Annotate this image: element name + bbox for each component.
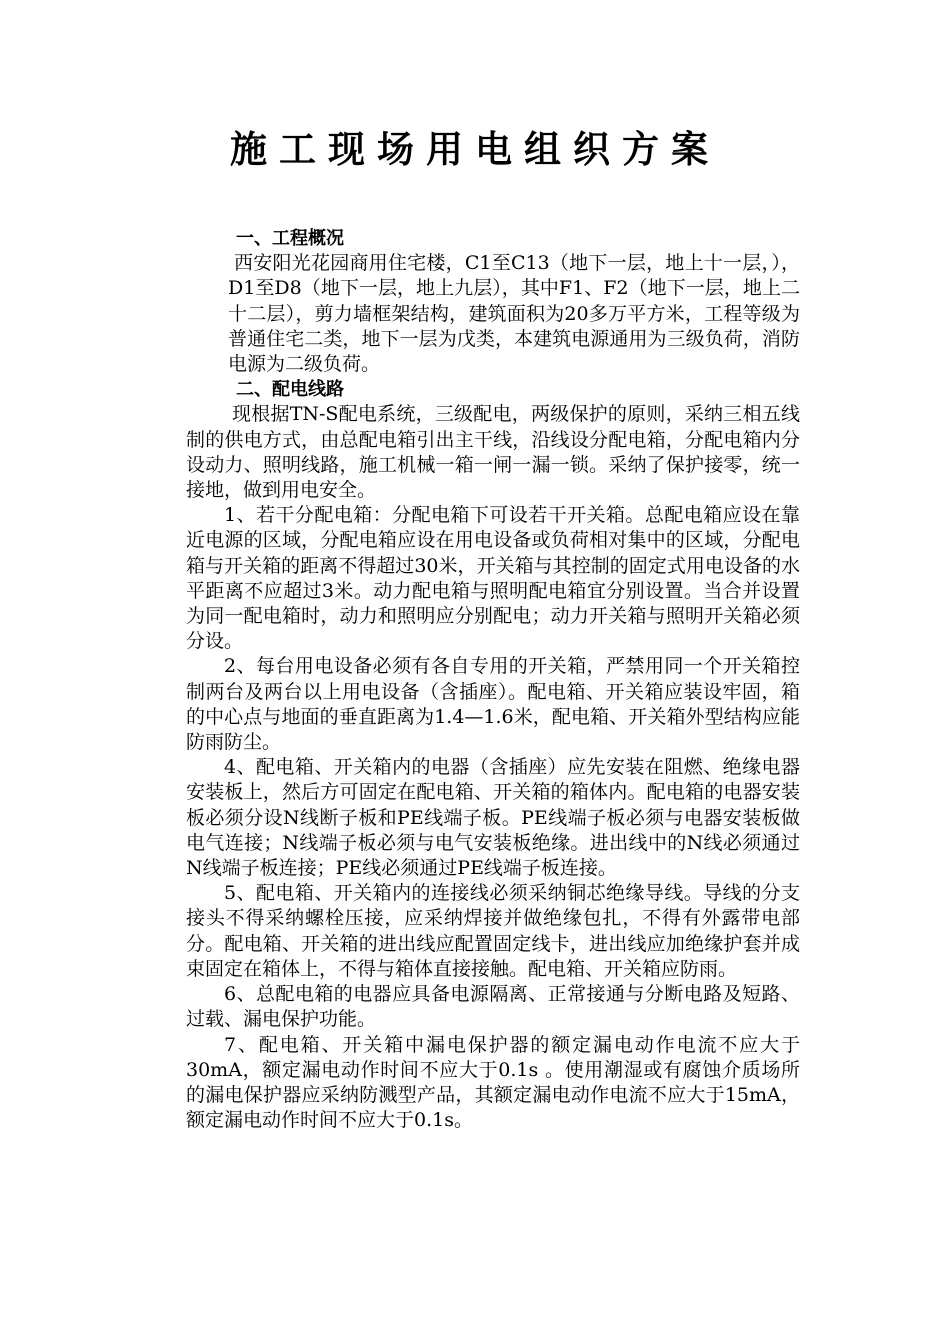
paragraph-item-7: 7、配电箱、开关箱中漏电保护器的额定漏电动作电流不应大于30mA，额定漏电动作时间不应大于0.1s 。使用潮湿或有腐蚀介质场所的漏电保护器应采纳防溅型产品，其额定漏电动作电流不应大于15mA，额定漏电动作时间不应大于0.1s。 [186,1033,800,1132]
section-project-overview [186,226,800,377]
paragraph-item-6: 6、总配电箱的电器应具备电源隔离、正常接通与分断电路及短路、过载、漏电保护功能。 [186,983,800,1031]
document-body [186,226,800,1133]
section-heading-project-overview: 一、工程概况 [236,228,344,249]
page-title: 施工现场用电组织方案 [230,128,720,171]
paragraph-item-5: 5、配电箱、开关箱内的连接线必须采纳铜芯绝缘导线。导线的分支接头不得采纳螺栓压接，应采纳焊接并做绝缘包扎，不得有外露带电部分。配电箱、开关箱的进出线应配置固定线卡，进出线应加绝缘护套并成束固定在箱体上，不得与箱体直接接触。配电箱、开关箱应防雨。 [186,882,800,980]
paragraph-item-4: 4、配电箱、开关箱内的电器（含插座）应先安装在阻燃、绝缘电器安装板上，然后方可固定在配电箱、开关箱的箱体内。配电箱的电器安装板必须分设N线断子板和PE线端子板。PE线端子板必须与电器安装板做电气连接；N线端子板必须与电气安装板绝缘。进出线中的N线必须通过N线端子板连接；PE线必须通过PE线端子板连接。 [186,756,800,880]
section-distribution-lines [186,377,800,1133]
paragraph-item-2: 2、每台用电设备必须有各自专用的开关箱，严禁用同一个开关箱控制两台及两台以上用电设备（含插座）。配电箱、开关箱应装设牢固，箱的中心点与地面的垂直距离为1.4—1.6米，配电箱、开关箱外型结构应能防雨防尘。 [186,655,800,754]
paragraph-project-overview: 西安阳光花园商用住宅楼，C1至C13（地下一层，地上十一层，），D1至D8（地下一层，地上九层），其中F1、F2（地下一层，地上二十二层），剪力墙框架结构，建筑面积为20多万平方米，工程等级为普通住宅二类，地下一层为戊类，本建筑电源通用为三级负荷，消防电源为二级负荷。 [228,252,800,376]
paragraph-distribution-intro: 现根据TN-S配电系统，三级配电，两级保护的原则，采纳三相五线制的供电方式，由总配电箱引出主干线，沿线设分配电箱，分配电箱内分设动力、照明线路，施工机械一箱一闸一漏一锁。采纳了保护接零，统一接地，做到用电安全。 [186,403,800,502]
paragraph-item-1: 1、若干分配电箱：分配电箱下可设若干开关箱。总配电箱应设在靠近电源的区域，分配电箱应设在用电设备或负荷相对集中的区域，分配电箱与开关箱的距离不得超过30米，开关箱与其控制的固定式用电设备的水平距离不应超过3米。动力配电箱与照明配电箱宜分别设置。当合并设置为同一配电箱时，动力和照明应分别配电；动力开关箱与照明开关箱必须分设。 [186,504,800,653]
section-heading-distribution-lines: 二、配电线路 [236,379,344,401]
